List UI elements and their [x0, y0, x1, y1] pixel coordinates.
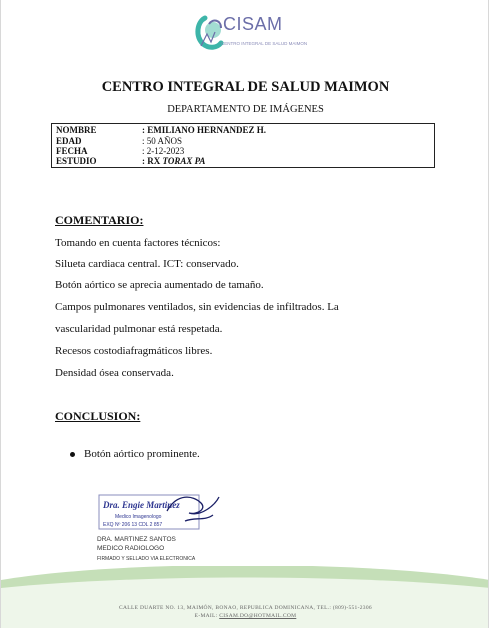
stamp-ids: EXQ Nº 206 13 CDL 2 857 [103, 522, 163, 528]
comment-line: Tomando en cuenta factores técnicos: [55, 237, 221, 249]
age-label: EDAD [56, 136, 82, 146]
conclusion-item: Botón aórtico prominente. [84, 448, 200, 460]
logo-text: CISAM [223, 14, 283, 34]
comment-line: vascularidad pulmonar está respetada. [55, 323, 223, 335]
page-title: CENTRO INTEGRAL DE SALUD MAIMON [101, 79, 390, 95]
department-title: DEPARTAMENTO DE IMÁGENES [167, 104, 324, 115]
bullet-icon [70, 452, 75, 457]
doctor-title: MEDICO RADIOLOGO [97, 545, 165, 552]
name-label: NOMBRE [56, 125, 97, 135]
comment-line: Campos pulmonares ventilados, sin evidencias de infiltrados. La [55, 301, 339, 313]
stamp-name: Dra. Engie Martinez [103, 500, 180, 510]
stamp-title: Medico Imagenologo [115, 514, 162, 520]
study-label: ESTUDIO [56, 156, 97, 166]
comment-heading: COMENTARIO: [55, 213, 144, 227]
comment-line: Botón aórtico se aprecia aumentado de tamaño. [55, 279, 264, 291]
date-label: FECHA [56, 146, 88, 156]
comment-line: Recesos costodiafragmáticos libres. [55, 345, 213, 357]
name-value: : EMILIANO HERNANDEZ H. [142, 125, 267, 135]
comment-line: Densidad ósea conservada. [55, 367, 174, 379]
signature-stamp [97, 491, 221, 533]
footer-email: E-MAIL: CISAM.DO@HOTMAIL.COM [194, 613, 297, 619]
comment-line: Silueta cardiaca central. ICT: conservado. [55, 258, 239, 270]
age-value: : 50 AÑOS [142, 136, 183, 146]
logo-subtitle: CENTRO INTEGRAL DE SALUD MAIMON [221, 41, 308, 46]
doctor-name: DRA. MARTINEZ SANTOS [97, 536, 176, 543]
conclusion-heading: CONCLUSION: [55, 409, 141, 423]
footer-address: CALLE DUARTE NO. 13, MAIMÓN, BONAO, REPUBLICA DOMINICANA, TEL.: (809)-551-2306 [119, 605, 372, 611]
email-link[interactable]: CISAM.DO@HOTMAIL.COM [219, 613, 297, 619]
date-value: : 2-12-2023 [142, 146, 185, 156]
study-value: : RX TORAX PA [142, 156, 206, 166]
signature-note: FIRMADO Y SELLADO VIA ELECTRONICA [97, 556, 196, 562]
patient-info-box [51, 123, 435, 168]
